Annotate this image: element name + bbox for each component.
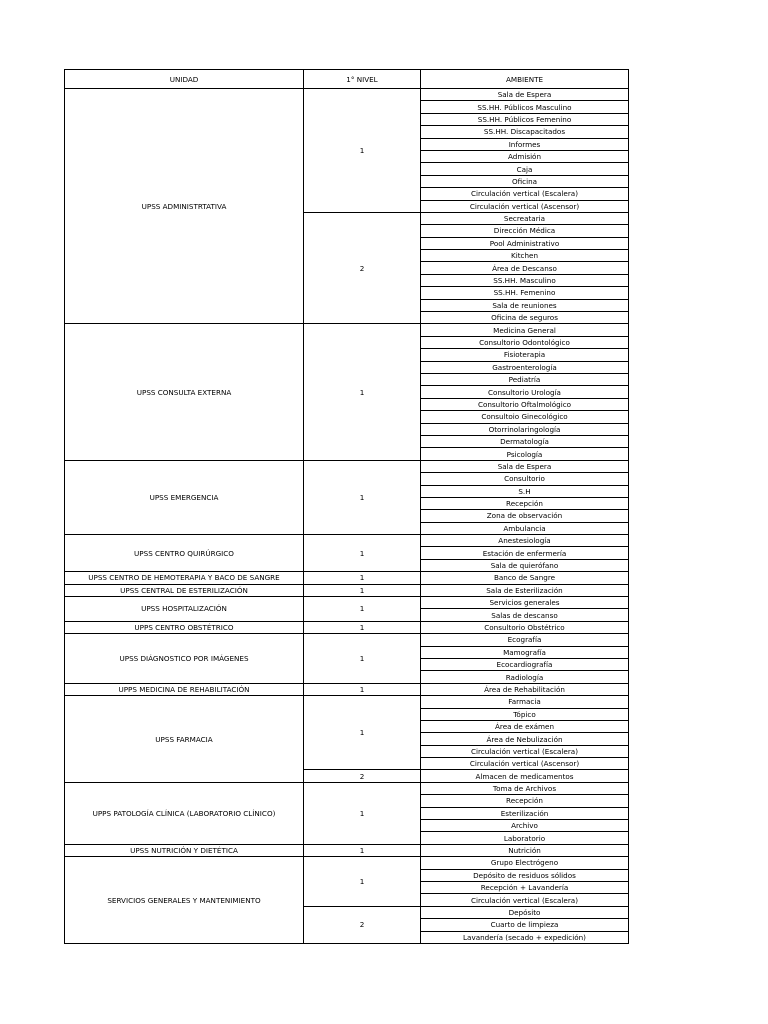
environment-cell: Recepción + Lavandería <box>421 882 629 894</box>
environment-cell: Consultorio Oftalmológico <box>421 398 629 410</box>
table-row <box>65 584 629 596</box>
unit-cell: UPSS NUTRICIÓN Y DIETÉTICA <box>65 844 304 856</box>
environment-cell: S.H <box>421 485 629 497</box>
environment-cell: Mamografía <box>421 646 629 658</box>
level-cell: 1 <box>304 324 421 460</box>
table-row <box>65 597 629 609</box>
table-row <box>65 696 629 708</box>
level-cell: 2 <box>304 770 421 782</box>
environment-cell: Ecocardiografía <box>421 658 629 670</box>
environment-cell: Circulación vertical (Escalera) <box>421 894 629 906</box>
table-row <box>65 683 629 695</box>
level-cell: 1 <box>304 584 421 596</box>
unit-cell: UPSS CONSULTA EXTERNA <box>65 324 304 460</box>
unit-cell: UPSS CENTRO QUIRÚRGICO <box>65 535 304 572</box>
level-cell: 1 <box>304 696 421 770</box>
environment-cell: Recepción <box>421 795 629 807</box>
level-cell: 1 <box>304 572 421 584</box>
header-unit: UNIDAD <box>65 70 304 89</box>
environment-cell: Área de Rehabilitación <box>421 683 629 695</box>
environment-cell: SS.HH. Femenino <box>421 287 629 299</box>
environment-cell: Secreataria <box>421 212 629 224</box>
environment-cell: Tópico <box>421 708 629 720</box>
environment-cell: Circulación vertical (Ascensor) <box>421 200 629 212</box>
environment-cell: SS.HH. Públicos Femenino <box>421 113 629 125</box>
level-cell: 1 <box>304 634 421 684</box>
table-body <box>65 89 629 944</box>
level-cell: 1 <box>304 597 421 622</box>
environments-table <box>64 69 629 944</box>
unit-cell: UPSS EMERGENCIA <box>65 460 304 534</box>
table-row <box>65 572 629 584</box>
level-cell: 2 <box>304 906 421 943</box>
environment-cell: Sala de reuniones <box>421 299 629 311</box>
level-cell: 1 <box>304 857 421 907</box>
environment-cell: Ecografía <box>421 634 629 646</box>
unit-cell: UPPS CENTRO OBSTÉTRICO <box>65 621 304 633</box>
level-cell: 1 <box>304 621 421 633</box>
environment-cell: Área de Nebulización <box>421 733 629 745</box>
environment-cell: Almacen de medicamentos <box>421 770 629 782</box>
environment-cell: Zona de observación <box>421 510 629 522</box>
environment-cell: Consultorio Odontológico <box>421 336 629 348</box>
environment-cell: Nutrición <box>421 844 629 856</box>
environment-cell: Recepción <box>421 497 629 509</box>
environment-cell: Anestesiología <box>421 535 629 547</box>
environment-cell: Archivo <box>421 820 629 832</box>
table-row <box>65 782 629 794</box>
unit-cell: UPSS CENTRO DE HEMOTERAPIA Y BACO DE SANGRE <box>65 572 304 584</box>
environment-cell: Pool Administrativo <box>421 237 629 249</box>
table-row <box>65 324 629 336</box>
table-row <box>65 621 629 633</box>
header-environment: AMBIENTE <box>421 70 629 89</box>
environment-cell: Sala de Espera <box>421 89 629 101</box>
environment-cell: Consultoio Ginecológico <box>421 411 629 423</box>
unit-cell: UPPS MEDICINA DE REHABILITACIÓN <box>65 683 304 695</box>
environment-cell: SS.HH. Públicos Masculino <box>421 101 629 113</box>
level-cell: 2 <box>304 212 421 324</box>
environment-cell: Depósito <box>421 906 629 918</box>
unit-cell: UPSS ADMINISTRTATIVA <box>65 89 304 324</box>
environment-cell: Circulación vertical (Escalera) <box>421 188 629 200</box>
environment-cell: Ambulancia <box>421 522 629 534</box>
level-cell: 1 <box>304 460 421 534</box>
environment-cell: Área de exámen <box>421 720 629 732</box>
environment-cell: Esterilización <box>421 807 629 819</box>
environment-cell: Radiología <box>421 671 629 683</box>
unit-cell: UPSS HOSPITALIZACIÓN <box>65 597 304 622</box>
level-cell: 1 <box>304 782 421 844</box>
header-row <box>65 70 629 89</box>
environment-cell: Admisión <box>421 150 629 162</box>
environment-cell: Caja <box>421 163 629 175</box>
environment-cell: Laboratorio <box>421 832 629 844</box>
environment-cell: Otorrinolaringología <box>421 423 629 435</box>
environment-cell: Servicios generales <box>421 597 629 609</box>
environment-cell: Farmacia <box>421 696 629 708</box>
unit-cell: UPSS FARMACIA <box>65 696 304 783</box>
environment-cell: Lavandería (secado + expedición) <box>421 931 629 943</box>
environment-cell: Área de Descanso <box>421 262 629 274</box>
environment-cell: Consultorio Obstétrico <box>421 621 629 633</box>
environment-cell: Sala de quierófano <box>421 559 629 571</box>
environment-cell: Banco de Sangre <box>421 572 629 584</box>
environment-cell: Consultorio <box>421 473 629 485</box>
environment-cell: Oficina <box>421 175 629 187</box>
level-cell: 1 <box>304 683 421 695</box>
table-row <box>65 535 629 547</box>
environment-cell: Circulación vertical (Escalera) <box>421 745 629 757</box>
environment-cell: Toma de Archivos <box>421 782 629 794</box>
header-level: 1° NIVEL <box>304 70 421 89</box>
environment-cell: Cuarto de limpieza <box>421 919 629 931</box>
environment-cell: Gastroenterología <box>421 361 629 373</box>
environment-cell: Oficina de seguros <box>421 312 629 324</box>
environment-cell: Kitchen <box>421 250 629 262</box>
environment-cell: Sala de Espera <box>421 460 629 472</box>
environment-cell: Salas de descanso <box>421 609 629 621</box>
level-cell: 1 <box>304 535 421 572</box>
environment-cell: Fisioterapia <box>421 349 629 361</box>
level-cell: 1 <box>304 844 421 856</box>
environment-cell: Circulación vertical (Ascensor) <box>421 758 629 770</box>
environment-cell: Depósito de residuos sólidos <box>421 869 629 881</box>
unit-cell: SERVICIOS GENERALES Y MANTENIMIENTO <box>65 857 304 944</box>
environment-cell: Grupo Electrógeno <box>421 857 629 869</box>
level-cell: 1 <box>304 89 421 213</box>
table-row <box>65 844 629 856</box>
unit-cell: UPSS DIÁGNOSTICO POR IMÁGENES <box>65 634 304 684</box>
environment-cell: Estación de enfermería <box>421 547 629 559</box>
table-header <box>65 70 629 89</box>
environment-cell: Dirección Médica <box>421 225 629 237</box>
environment-cell: Psicología <box>421 448 629 460</box>
table-row <box>65 89 629 101</box>
environment-cell: Consultorio Urología <box>421 386 629 398</box>
environment-cell: SS.HH. Discapacitados <box>421 126 629 138</box>
table-row <box>65 857 629 869</box>
environment-cell: Dermatología <box>421 435 629 447</box>
unit-cell: UPPS PATOLOGÍA CLÍNICA (LABORATORIO CLÍNICO) <box>65 782 304 844</box>
unit-cell: UPSS CENTRAL DE ESTERILIZACIÓN <box>65 584 304 596</box>
table-row <box>65 460 629 472</box>
environment-cell: SS.HH. Masculino <box>421 274 629 286</box>
environment-cell: Informes <box>421 138 629 150</box>
environment-cell: Sala de Esterilización <box>421 584 629 596</box>
environment-cell: Medicina General <box>421 324 629 336</box>
environment-cell: Pediatría <box>421 373 629 385</box>
table-row <box>65 634 629 646</box>
